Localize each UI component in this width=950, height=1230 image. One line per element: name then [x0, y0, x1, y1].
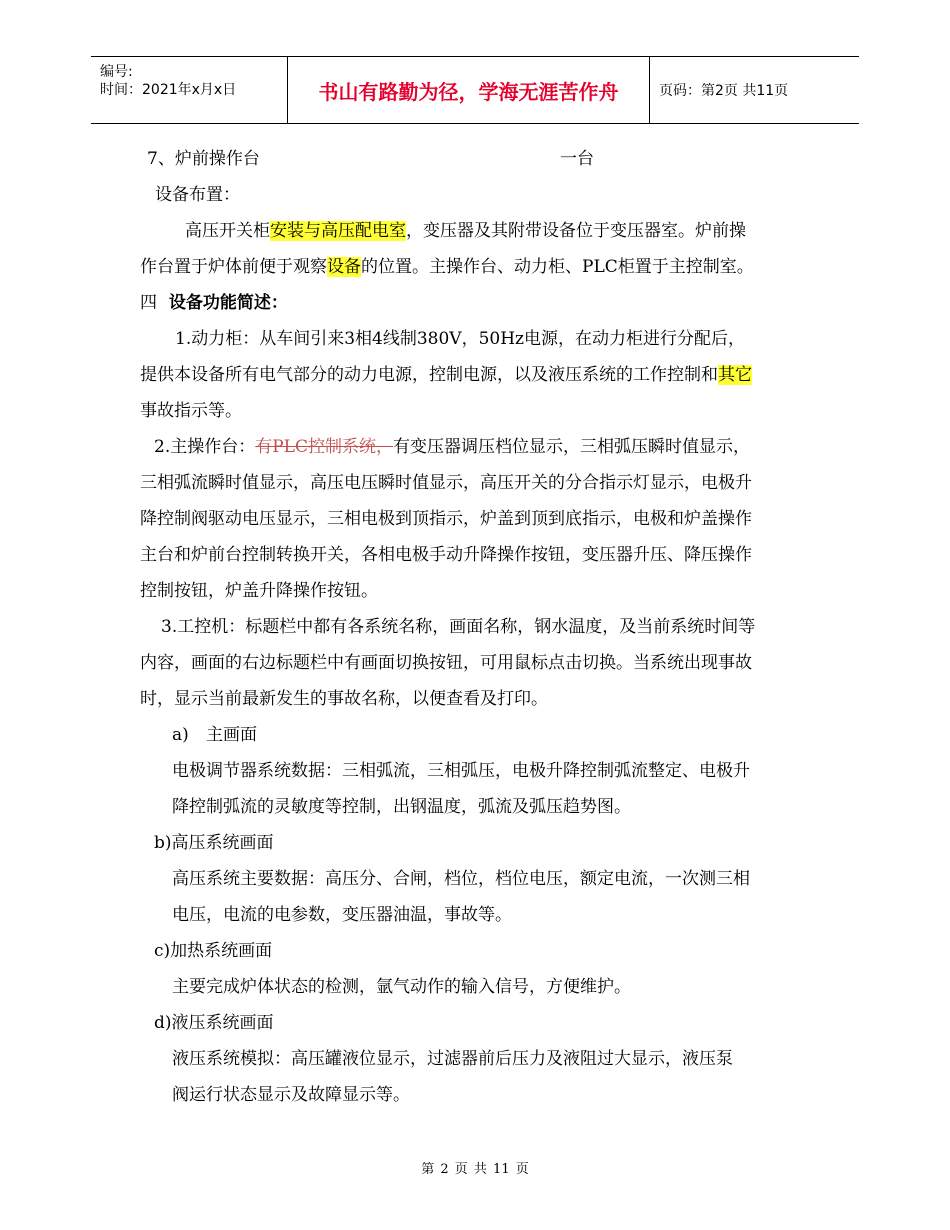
item7-name: 7、炉前操作台	[147, 149, 260, 169]
text-run: 高压开关柜	[185, 221, 270, 241]
p2-line3: 降控制阀驱动电压显示，三相电极到顶指示，炉盖到顶到底指示，电极和炉盖操作	[140, 509, 752, 529]
layout-paragraph-line1	[185, 221, 746, 241]
highlighted-text: 其它	[718, 365, 752, 385]
p1-line2	[140, 365, 752, 385]
page-footer: 第 2 页 共 11 页	[421, 1162, 529, 1177]
highlighted-text: 安装与高压配电室	[270, 221, 406, 241]
subsection-a-title: 主画面	[206, 725, 257, 745]
header-motto: 书山有路勤为径，学海无涯苦作舟	[287, 57, 650, 123]
p3-line1: 3.工控机：标题栏中都有各系统名称，画面名称，钢水温度，及当前系统时间等	[161, 617, 756, 637]
p2-line1	[154, 437, 750, 457]
section-number: 四	[140, 293, 157, 313]
p3-line3: 时，显示当前最新发生的事故名称，以便查看及打印。	[140, 689, 548, 709]
text-run: ，变压器及其附带设备位于变压器室。炉前操	[406, 221, 746, 241]
time-label: 时间：2021年x月x日	[100, 82, 237, 98]
item7-qty: 一台	[560, 149, 594, 169]
p3-line2: 内容，画面的右边标题栏中有画面切换按钮，可用鼠标点击切换。当系统出现事故	[140, 653, 752, 673]
subsection-a-label: a)	[172, 725, 189, 745]
text-run: 2.主操作台：	[154, 437, 256, 457]
highlighted-text: 设备	[327, 257, 361, 277]
text-run: 提供本设备所有电气部分的动力电源，控制电源，以及液压系统的工作控制和	[140, 365, 718, 385]
d-line2: 阀运行状态显示及故障显示等。	[172, 1085, 410, 1105]
page-header	[91, 56, 859, 124]
b-line2: 电压，电流的电参数，变压器油温，事故等。	[172, 905, 512, 925]
p2-line4: 主台和炉前台控制转换开关，各相电极手动升降操作按钮，变压器升压、降压操作	[140, 545, 752, 565]
subsection-b-title: b)高压系统画面	[154, 833, 274, 853]
text-run: 有变压器调压档位显示，三相弧压瞬时值显示，	[392, 437, 750, 457]
layout-heading: 设备布置：	[155, 185, 240, 205]
layout-paragraph-line2	[140, 257, 754, 277]
section-title: 设备功能简述：	[168, 293, 288, 313]
header-meta	[91, 57, 287, 123]
subsection-c-title: c)加热系统画面	[154, 941, 273, 961]
text-run: 的位置。主操作台、动力柜、PLC柜置于主控制室。	[361, 257, 754, 277]
c-line1: 主要完成炉体状态的检测，氩气动作的输入信号，方便维护。	[172, 977, 631, 997]
a-line1: 电极调节器系统数据：三相弧流，三相弧压，电极升降控制弧流整定、电极升	[172, 761, 750, 781]
p2-line5: 控制按钮，炉盖升降操作按钮。	[140, 581, 378, 601]
section4-heading	[140, 293, 288, 313]
number-label: 编号:	[100, 64, 133, 80]
p1-line1: 1.动力柜：从车间引来3相4线制380V，50Hz电源，在动力柜进行分配后，	[175, 329, 745, 349]
p1-line3: 事故指示等。	[140, 401, 242, 421]
subsection-d-title: d)液压系统画面	[154, 1013, 274, 1033]
header-page-info: 页码：第2页 共11页	[659, 83, 789, 99]
d-line1: 液压系统模拟：高压罐液位显示，过滤器前后压力及液阻过大显示，液压泵	[172, 1049, 733, 1069]
b-line1: 高压系统主要数据：高压分、合闸，档位，档位电压，额定电流，一次测三相	[172, 869, 750, 889]
text-run: 作台置于炉体前便于观察	[140, 257, 327, 277]
deleted-text: 有PLC控制系统，	[255, 437, 393, 457]
p2-line2: 三相弧流瞬时值显示，高压电压瞬时值显示，高压开关的分合指示灯显示，电极升	[140, 473, 752, 493]
a-line2: 降控制弧流的灵敏度等控制，出钢温度，弧流及弧压趋势图。	[172, 797, 631, 817]
